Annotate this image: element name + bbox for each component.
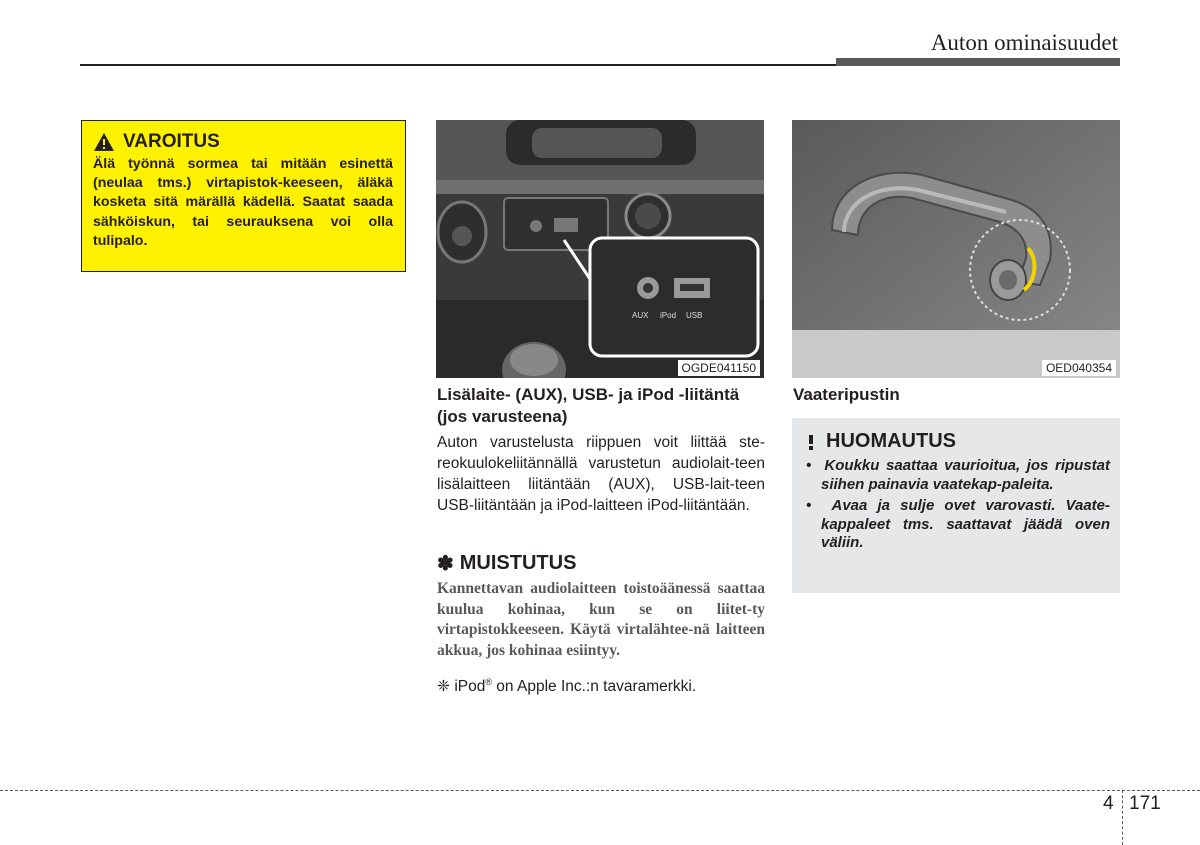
notice-heading-text: HUOMAUTUS [826, 430, 956, 452]
trademark-text: on Apple Inc.:n tavaramerkki. [496, 678, 697, 696]
trademark-brand: iPod [454, 678, 486, 696]
memo-heading-text: MUISTUTUS [459, 552, 577, 574]
trademark-note [437, 677, 696, 696]
footer-rule [0, 790, 1200, 791]
notice-list [806, 457, 1110, 553]
memo-body: Kannettavan audiolaitteen toistoäänessä saattaa kuulua kohinaa, kun se on liitet-ty virtapistokkeeseen. Käytä virtalähtee-nä laitteen akkua, jos kohinaa esiintyy. [437, 580, 765, 659]
aux-section-body: Auton varustelusta riippuen voit liittää ste-reokuulokeliitännällä varustetun audiolait-teen lisälaitteen liitäntään (AUX), USB-lait-teen USB-liitäntään ja iPod-laitteen iPod-liitäntään. [437, 434, 765, 514]
aux-section-heading: Lisälaite- (AUX), USB- ja iPod -liitäntä (jos varusteena) [437, 385, 740, 426]
exclamation-icon [806, 433, 816, 451]
header-rule-accent [836, 58, 1120, 66]
clothes-hook-illustration [792, 120, 1120, 378]
memo-star-icon: ✽ [437, 553, 454, 575]
photo-code: OGDE041150 [678, 360, 761, 376]
chapter-number: 4 [1103, 793, 1114, 814]
aux-usb-ipod-photo [436, 120, 764, 378]
warning-heading-text: VAROITUS [123, 131, 220, 152]
notice-box [792, 418, 1120, 593]
usb-port-label: USB [686, 311, 703, 320]
aux-console-illustration [436, 120, 764, 378]
page-number-divider [1122, 790, 1123, 845]
notice-item-text: Koukku saattaa vaurioitua, jos ripustat siihen painavia vaatekap-paleita. [821, 457, 1110, 493]
aux-port-label: AUX [632, 311, 649, 320]
notice-item-text: Avaa ja sulje ovet varovasti. Vaate-kappaleet tms. saattavat jäädä oven väliin. [821, 497, 1110, 551]
ipod-port-label: iPod [660, 311, 677, 320]
warning-heading [93, 131, 393, 153]
trademark-asterisk-icon: ❈ [437, 678, 450, 696]
clothes-hook-photo [792, 120, 1120, 378]
notice-item: • Koukku saattaa vaurioitua, jos ripustat siihen painavia vaatekap-paleita. [806, 457, 1110, 493]
page-header-title: Auton ominaisuudet [930, 30, 1118, 55]
memo-heading [437, 551, 576, 576]
warning-triangle-icon [93, 132, 115, 152]
notice-item: • Avaa ja sulje ovet varovasti. Vaate-kappaleet tms. saattavat jäädä oven väliin. [806, 497, 1110, 551]
header-rule [80, 64, 836, 66]
registered-mark: ® [485, 677, 492, 687]
warning-box [81, 120, 406, 272]
notice-heading [806, 430, 1110, 453]
hook-section-heading: Vaateripustin [793, 385, 900, 404]
warning-body: Älä työnnä sormea tai mitään esinettä (neulaa tms.) virtapistok-keeseen, äläkä kosketa sitä märällä kädellä. Saatat saada sähköiskun, tai seurauksena voi olla tulipalo. [93, 156, 393, 249]
photo-code: OED040354 [1042, 360, 1116, 376]
page-number: 171 [1129, 793, 1161, 814]
